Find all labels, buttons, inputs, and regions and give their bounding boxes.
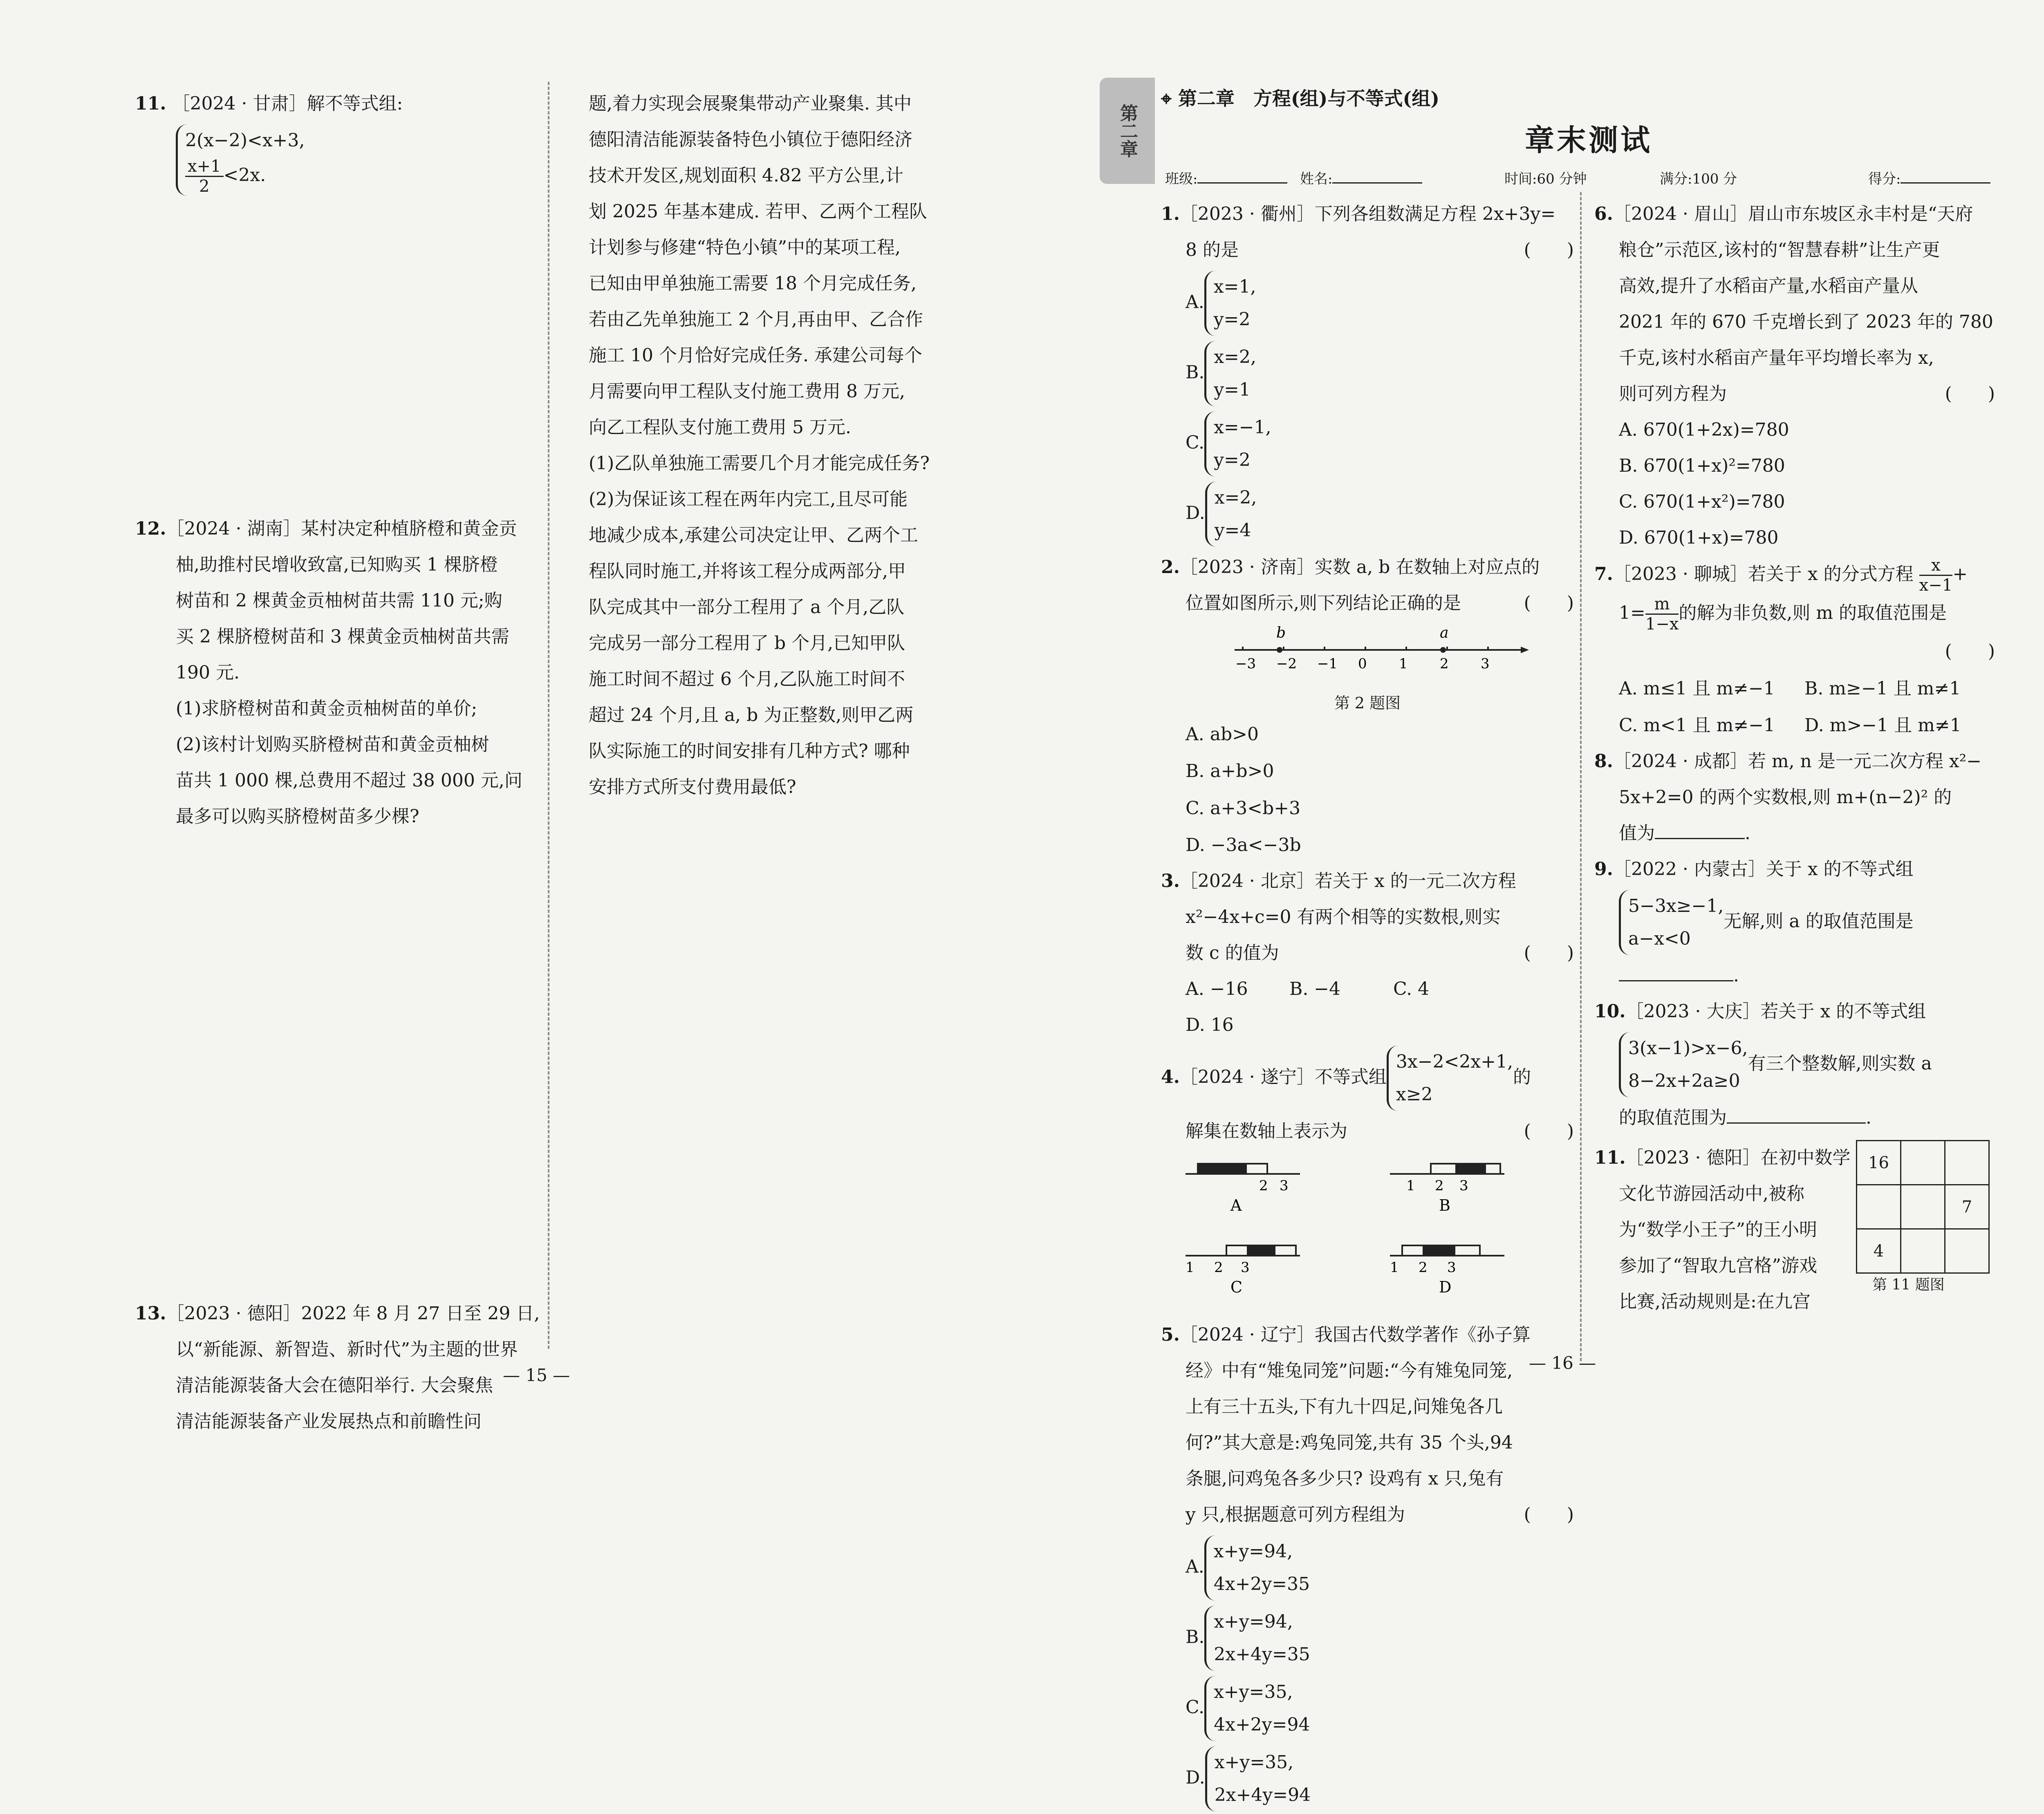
- tick-label: 1: [1399, 656, 1408, 672]
- option-b[interactable]: B. a+b>0: [1186, 761, 1274, 782]
- question-10: 10.［2023 · 大庆］若关于 x 的不等式组 3(x−1)>x−6, 8−2x+2a≥0 有三个整数解,则实数 a 的取值范围为 .: [1594, 1001, 1932, 1128]
- option-b[interactable]: B. −4: [1289, 979, 1341, 999]
- figure-caption: 第 11 题图: [1872, 1277, 1945, 1293]
- meta-full-score: 满分:100 分: [1660, 171, 1737, 187]
- system-line-1: 2(x−2)<x+3,: [185, 130, 305, 151]
- svg-text:3: 3: [1447, 1259, 1456, 1276]
- option-d[interactable]: D. −3a<−3b: [1186, 835, 1301, 855]
- tick-label: 3: [1481, 656, 1490, 672]
- option-b-figure[interactable]: [1390, 1164, 1504, 1214]
- option-a-figure[interactable]: [1186, 1164, 1300, 1214]
- page-title: 章末测试: [1525, 123, 1653, 157]
- svg-text:3: 3: [1459, 1178, 1468, 1194]
- option-c[interactable]: C. 670(1+x²)=780: [1619, 491, 1785, 512]
- question-8: 8.［2024 · 成都］若 m, n 是一元二次方程 x²− 5x+2=0 的两个实数根,则 m+(n−2)² 的 值为 .: [1594, 751, 1982, 844]
- option-b[interactable]: B. x=2, y=1: [1186, 338, 1390, 409]
- question-11: 11.［2023 · 德阳］在初中数学 文化节游园活动中,被称 为“数学小王子”的王小明 参加了“智取九宫格”游戏 比赛,活动规则是:在九宫 16 7 4 第 11 题图: [1594, 1140, 1995, 1320]
- meta-name: 姓名:: [1300, 168, 1422, 188]
- svg-text:2: 2: [1435, 1178, 1444, 1194]
- option-c-figure[interactable]: [1186, 1245, 1300, 1296]
- option-d-figure[interactable]: [1390, 1245, 1504, 1296]
- right-column-2: [1594, 196, 1995, 1320]
- question-2: 2.［2023 · 济南］实数 a, b 在数轴上对应点的 位置如图所示,则下列结论正确的是 ( ) −3 −2 −1 0 1 2 3 b a 第 2 题图 A. ab>0 B. a+b>0 C. a+3<b+3 D. −3a<−3b: [1161, 549, 1574, 863]
- answer-blank[interactable]: [1655, 838, 1745, 839]
- inequality-system: [176, 124, 305, 196]
- left-page: [0, 0, 1042, 1434]
- svg-text:A: A: [1230, 1196, 1242, 1214]
- fraction: $\frac{x+1}{2}$: [185, 157, 224, 196]
- question-13-continued: 题,着力实现会展聚集带动产业聚集. 其中 德阳清洁能源装备特色小镇位于德阳经济 技术开发区,规划面积 4.82 平方公里,计 划 2025 年基本建成. 若甲、乙两个工程队 计划参与修建“特色小镇”中的某项工程, 已知由甲单独施工需要 18 个月完成任务, 若由乙先单独施工 2 个月,再由甲、乙合作 施工 10 个月恰好完成任务. 承建公司每个 月需要向甲工程队支付施工费用 8 万元, 向乙工程队支付施工费用 5 万元. (1)乙队单独施工需要几个月才能完成任务? (2)为保证该工程在两年内完工,且尽可能 地减少成本,承建公司决定让甲、乙两个工 程队同时施工,并将该工程分成两部分,甲 队完成其中一部分工程用了 a 个月,乙队 完成另一部分工程用了 b 个月,已知甲队 施工时间不超过 6 个月,乙队施工时间不 超过 24 个月,且 a, b 为正整数,则甲乙两 队实际施工的时间安排有几种方式? 哪种 安排方式所支付费用最低?: [589, 93, 930, 797]
- page-number: — 15 —: [503, 1365, 570, 1385]
- label-b: b: [1276, 625, 1286, 641]
- label-a: a: [1440, 625, 1449, 641]
- svg-text:1: 1: [1186, 1259, 1195, 1276]
- tick-label: 0: [1358, 656, 1367, 672]
- option-d[interactable]: D. x=2, y=4: [1186, 479, 1390, 549]
- figure-caption: 第 2 题图: [1334, 694, 1401, 712]
- question-source: ［2024 · 甘肃］解不等式组:: [172, 93, 403, 114]
- right-column-1: [1161, 196, 1574, 1814]
- option-d[interactable]: D. 670(1+x)=780: [1619, 527, 1779, 548]
- option-c[interactable]: C. m<1 且 m≠−1: [1619, 715, 1775, 736]
- option-d[interactable]: D. m>−1 且 m≠1: [1804, 715, 1961, 736]
- option-a[interactable]: A. ab>0: [1186, 723, 1259, 745]
- svg-text:C: C: [1230, 1278, 1243, 1296]
- question-3: 3.［2024 · 北京］若关于 x 的一元二次方程 x²−4x+c=0 有两个相等的实数根,则实 数 c 的值为 ( ) A. −16 B. −4 C. 4 D. 16: [1161, 863, 1574, 1043]
- option-a[interactable]: A. x=1, y=2: [1186, 268, 1390, 338]
- location-pin-icon: ⌖: [1161, 87, 1178, 110]
- nine-grid: 16 7 4: [1856, 1140, 1990, 1274]
- svg-text:3: 3: [1280, 1178, 1289, 1194]
- option-c[interactable]: C. x+y=35, 4x+2y=94: [1186, 1673, 1390, 1744]
- question-12: 12.［2024 · 湖南］某村决定种植脐橙和黄金贡 柚,助推村民增收致富,已知购买 1 棵脐橙 树苗和 2 棵黄金贡柚树苗共需 110 元;购 买 2 棵脐橙树苗和 3 棵黄金贡柚树苗共需 190 元. (1)求脐橙树苗和黄金贡柚树苗的单价; (2)该村计划购买脐橙树苗和黄金贡柚树 苗共 1 000 棵,总费用不超过 38 000 元,问 最多可以购买脐橙树苗多少棵?: [135, 518, 522, 827]
- option-c[interactable]: C. x=−1, y=2: [1186, 409, 1390, 479]
- svg-text:D: D: [1439, 1278, 1452, 1296]
- point-a: [1440, 647, 1446, 653]
- chapter-header: ⌖ 第二章 方程(组)与不等式(组): [1161, 87, 1439, 110]
- question-number: 13.: [135, 1303, 166, 1324]
- system-line-2: $\frac{x+1}{2}$ <2x.: [185, 157, 305, 196]
- question-9: 9.［2022 · 内蒙古］关于 x 的不等式组 5−3x≥−1, a−x<0 无解,则 a 的取值范围是 .: [1594, 859, 1914, 986]
- option-a[interactable]: A. 670(1+2x)=780: [1619, 419, 1789, 440]
- chapter-tab: 第二章: [1100, 78, 1155, 184]
- tick-label: −3: [1235, 656, 1256, 672]
- number-line-options: [1161, 1149, 1574, 1305]
- question-11: [135, 86, 544, 198]
- svg-text:1: 1: [1390, 1259, 1399, 1276]
- option-d[interactable]: D. x+y=35, 2x+4y=94: [1186, 1744, 1390, 1814]
- question-7: 7.［2023 · 聊城］若关于 x 的分式方程 $\frac{x}{x-1}$ + 1= $\frac{m}{1-x}$ 的解为非负数,则 m 的取值范围是 ( ) A. m≤1 且 m≠−1 B. m≥−1 且 m≠1 C. m<1 且 m≠−1 D. m>−1 且 m≠1: [1594, 556, 1995, 744]
- tick-label: 2: [1440, 656, 1449, 672]
- svg-text:2: 2: [1259, 1178, 1268, 1194]
- svg-text:1: 1: [1406, 1178, 1415, 1194]
- column-divider: [1580, 192, 1582, 1361]
- svg-text:2: 2: [1214, 1259, 1223, 1276]
- answer-blank[interactable]: [1619, 980, 1733, 981]
- option-b[interactable]: B. 670(1+x)²=780: [1619, 455, 1785, 476]
- left-column-2: [589, 86, 977, 805]
- question-4: 4.［2024 · 遂宁］不等式组 3x−2<2x+1, x≥2 的 解集在数轴上表示为 ( ) 2 3 A 1 2 3 B 1 2 3 C 1 2 3 D: [1161, 1043, 1574, 1317]
- option-c[interactable]: C. a+3<b+3: [1186, 797, 1301, 819]
- meta-class: 班级:: [1165, 168, 1287, 188]
- question-5: 5.［2024 · 辽宁］我国古代数学著作《孙子算 经》中有“雉兔同笼”问题:“今有雉兔同笼, 上有三十五头,下有九十四足,问雉兔各几 何?”其大意是:鸡兔同笼,共有 35 个头,94 条腿,问鸡兔各多少只? 设鸡有 x 只,兔有 y 只,根据题意可列方程组为 ( ) A. x+y=94, 4x+2y=35 B. x+y=94, 2x+4y=35 C. x+y=35, 4x+2y=94 D. x+y=35, 2x+4y=94: [1161, 1317, 1574, 1814]
- svg-text:B: B: [1439, 1196, 1450, 1214]
- answer-blank[interactable]: [1727, 1122, 1866, 1124]
- tick-label: −1: [1317, 656, 1338, 672]
- point-b: [1277, 647, 1282, 653]
- page-number: — 16 —: [1529, 1353, 1596, 1373]
- svg-text:2: 2: [1419, 1259, 1428, 1276]
- meta-score: 得分:: [1868, 168, 1990, 188]
- tick-label: −2: [1276, 656, 1297, 672]
- svg-text:3: 3: [1241, 1259, 1250, 1276]
- option-b[interactable]: B. x+y=94, 2x+4y=35: [1186, 1603, 1390, 1673]
- column-divider: [548, 82, 549, 1349]
- question-6: 6.［2024 · 眉山］眉山市东坡区永丰村是“天府 粮仓”示范区,该村的“智慧春耕”让生产更 高效,提升了水稻亩产量,水稻亩产量从 2021 年的 670 千克增长到了 2023 年的 780 千克,该村水稻亩产量年平均增长率为 x, 则可列方程为 ( ) A. 670(1+2x)=780 B. 670(1+x)²=780 C. 670(1+x²)=780 D. 670(1+x)=780: [1594, 196, 1995, 556]
- option-d[interactable]: D. 16: [1186, 1014, 1234, 1035]
- option-a[interactable]: A. x+y=94, 4x+2y=35: [1186, 1533, 1390, 1603]
- option-c[interactable]: C. 4: [1393, 979, 1430, 999]
- question-13: 13.［2023 · 德阳］2022 年 8 月 27 日至 29 日, 以“新能源、新智造、新时代”为主题的世界 清洁能源装备大会在德阳举行. 大会聚焦 清洁能源装备产业发展热点和前瞻性问: [135, 1303, 540, 1432]
- meta-time: 时间:60 分钟: [1504, 171, 1587, 187]
- question-number: 11.: [135, 93, 166, 114]
- option-b[interactable]: B. m≥−1 且 m≠1: [1804, 678, 1961, 699]
- number-line-figure: [1161, 621, 1574, 679]
- question-number: 12.: [135, 518, 166, 539]
- option-a[interactable]: A. m≤1 且 m≠−1: [1619, 678, 1775, 699]
- question-1: 1.［2023 · 衢州］下列各组数满足方程 2x+3y= 8 的是 ( ) A. x=1, y=2 B. x=2, y=1 C. x=−1, y=2 D. x=2, y=4: [1161, 196, 1574, 549]
- option-a[interactable]: A. −16: [1186, 979, 1248, 999]
